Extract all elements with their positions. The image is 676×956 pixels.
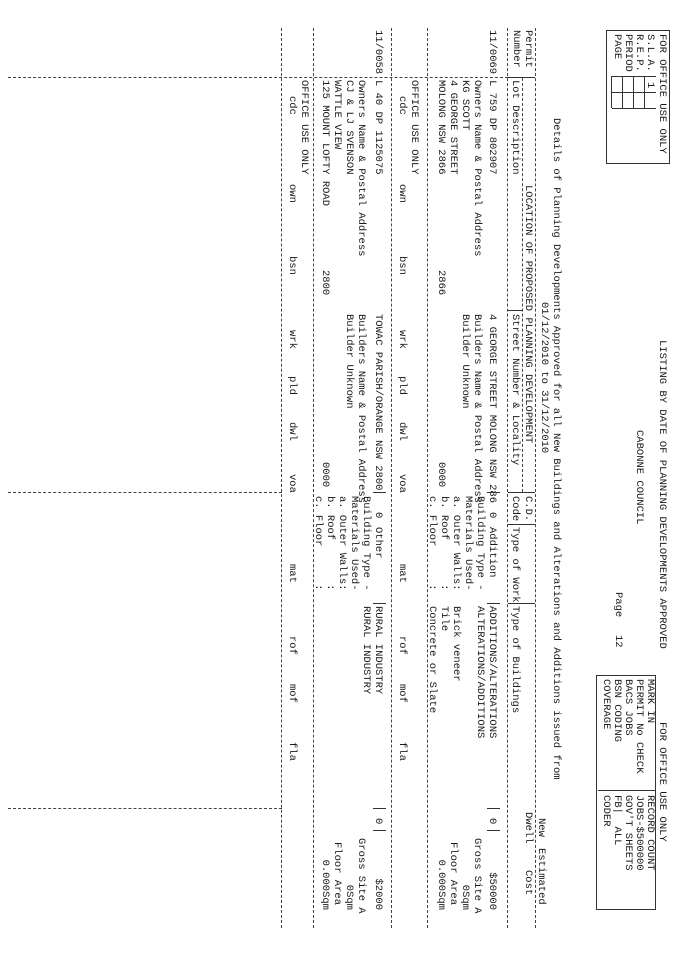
col-location-title: LOCATION OF PROPOSED PLANNING DEVELOPMENT (522, 185, 534, 444)
record-building-type-2: RURAL INDUSTRY (360, 606, 372, 695)
code-voa: voa (396, 474, 408, 493)
council-name: CABONNE COUNCIL (633, 430, 645, 525)
office-right-row4-right: FB| ALL (611, 795, 623, 846)
record-work-type: Addition (486, 527, 498, 578)
code-bsn: bsn (396, 256, 408, 275)
code-rof: rof (286, 636, 298, 655)
record-builder-postcode: 0000 (319, 462, 331, 488)
col-permit-1: Permit (522, 30, 534, 68)
code-bsn: bsn (286, 256, 298, 275)
col-permit-2: Number (510, 30, 522, 68)
record-street: 4 GEORGE STREET MOLONG NSW 286 (486, 314, 498, 504)
col-type-of-work: Type of Work (509, 527, 521, 603)
record-floor-value: 0.000Sqm (435, 859, 447, 910)
record-building-type-1: ADDITIONS/ALTERATIONS (486, 606, 498, 739)
record-floor-value: 0.000Sqm (319, 859, 331, 910)
col-cd-1: C.D. (522, 496, 534, 522)
record-owner-line-1: KG SCOTT (459, 80, 471, 131)
code-cdc: cdc (396, 96, 408, 115)
code-mof: mof (396, 684, 408, 703)
record-owner-postcode: 2866 (435, 270, 447, 296)
record-street: TOWAC PARISH/ORANGE NSW 2800 (372, 314, 384, 491)
record-material-label-4: b. Roof : (324, 496, 336, 591)
col-new-1: New (535, 818, 547, 837)
record-new-dwell: 0 (372, 818, 384, 825)
col-lot-description: Lot Description (509, 80, 521, 175)
record-owner-line-3: MOLONG NSW 2866 (435, 80, 447, 175)
col-estimated-1: Estimated (535, 848, 547, 905)
office-right-row2-left: PERMIT No CHECK (633, 679, 645, 774)
office-right-row3-right: GOV'T SHEETS (622, 795, 634, 871)
record-material-label-3: a. Outer Walls: (336, 496, 348, 591)
record-material-label-1: Building Type - (360, 496, 372, 591)
office-left-label-rep: R.E.P. (633, 34, 645, 72)
office-right-row1-right: RECORD COUNT (644, 795, 656, 871)
record-floor-label: Floor Area (331, 842, 343, 906)
record-material-label-3: a. Outer Walls: (450, 496, 462, 591)
record-owner-line-2: WATTLE VIEW (331, 80, 343, 150)
col-cd-2: Code (509, 496, 521, 522)
office-right-row5-left: COVERAGE (600, 679, 612, 730)
record-work-type: Other (372, 527, 384, 559)
office-right-row1-left: MARK IN (644, 679, 656, 724)
record-material-label-1: Building Type - (474, 496, 486, 591)
record-cd-code: 0 (486, 512, 498, 519)
page-number: 12 (612, 635, 624, 648)
code-cdc: cdc (286, 96, 298, 115)
code-voa: voa (286, 474, 298, 493)
record-material-value-4: Tile (438, 606, 450, 632)
record-builder-label: Builders Name & Postal Address (355, 314, 367, 504)
record-material-label-2: Materials Used- (348, 496, 360, 591)
col-street-locality: Street Number & Locality (509, 314, 521, 466)
col-type-of-buildings: Type of Buildings (509, 606, 521, 714)
office-right-row4-left: BSN CODING (611, 679, 623, 743)
office-right-row3-left: BACS JOBS (622, 679, 634, 736)
code-wrk: wrk (396, 330, 408, 349)
office-left-title: FOR OFFICE USE ONLY (656, 34, 668, 154)
record-owner-label: Owners Name & Postal Address (355, 80, 367, 257)
record-new-dwell: 0 (486, 818, 498, 825)
code-rof: rof (396, 636, 408, 655)
office-right-row5-right: CODER (600, 795, 612, 827)
record-lot: L 759 DP 802907 (486, 80, 498, 175)
record-builder-name: Builder Unknown (343, 314, 355, 409)
col-new-2: Dwell (522, 812, 534, 844)
report-date-range: 01/12/2010 to 31/12/2010 (538, 302, 550, 454)
col-estimated-2: Cost (522, 870, 534, 896)
office-codes-title: OFFICE USE ONLY (408, 80, 420, 175)
code-mat: mat (286, 564, 298, 583)
office-right-row2-right: JOBS-$500000 (633, 795, 645, 871)
code-fla: fla (286, 742, 298, 761)
record-owner-line-1: CJ & LJ SVENSON (343, 80, 355, 175)
page-label: Page (612, 592, 624, 618)
code-dwl: dwl (396, 422, 408, 441)
record-builder-postcode: 0000 (435, 462, 447, 488)
office-left-label-period: PERIOD (622, 34, 634, 72)
record-permit: 11/0069 (486, 30, 498, 75)
record-owner-line-2: 4 GEORGE STREET (447, 80, 459, 175)
office-codes-title: OFFICE USE ONLY (298, 80, 310, 175)
report-title: LISTING BY DATE OF PLANNING DEVELOPMENTS APPROVED (656, 340, 668, 649)
record-builder-label: Builders Name & Postal Address (471, 314, 483, 504)
code-wrk: wrk (286, 330, 298, 349)
record-building-type-1: RURAL INDUSTRY (372, 606, 384, 695)
record-lot: L 40 DP 1125075 (372, 80, 384, 175)
record-site-value: 0Sqm (343, 884, 355, 910)
record-floor-label: Floor Area (447, 842, 459, 906)
record-site-label: Gross Site A (355, 838, 367, 914)
office-left-label-page: PAGE (611, 34, 623, 60)
code-own: own (396, 184, 408, 203)
record-cost: $50000 (486, 872, 498, 910)
record-site-value: 0Sqm (459, 884, 471, 910)
record-material-value-3: Brick veneer (450, 606, 462, 682)
code-fla: fla (396, 742, 408, 761)
record-material-label-4: b. Roof : (438, 496, 450, 591)
code-dwl: dwl (286, 422, 298, 441)
office-right-title: FOR OFFICE USE ONLY (656, 722, 668, 842)
record-builder-name: Builder Unknown (459, 314, 471, 409)
record-cd-code: 0 (372, 512, 384, 519)
report-subtitle: Details of Planning Developments Approved for all New Buildings and Alterations and Additions issued from (550, 118, 562, 780)
record-material-label-5: c. Floor : (312, 496, 324, 591)
record-material-value-5: Concrete or Slate (426, 606, 438, 714)
code-mat: mat (396, 564, 408, 583)
code-pld: pld (396, 376, 408, 395)
code-pld: pld (286, 376, 298, 395)
record-owner-postcode: 2800 (319, 270, 331, 296)
code-own: own (286, 184, 298, 203)
record-site-label: Gross Site A (471, 838, 483, 914)
record-cost: $2000 (372, 878, 384, 910)
record-material-label-5: c. Floor : (426, 496, 438, 591)
record-material-label-2: Materials Used- (462, 496, 474, 591)
record-building-type-2: ALTERATIONS/ADDITIONS (474, 606, 486, 739)
record-owner-label: Owners Name & Postal Address (471, 80, 483, 257)
code-mof: mof (286, 684, 298, 703)
office-left-label-sla: S.L.A. (644, 34, 656, 72)
record-permit: 11/0058 (372, 30, 384, 75)
record-owner-line-3: 125 MOUNT LOFTY ROAD (319, 80, 331, 207)
office-left-sla-value: 1 (644, 82, 656, 89)
